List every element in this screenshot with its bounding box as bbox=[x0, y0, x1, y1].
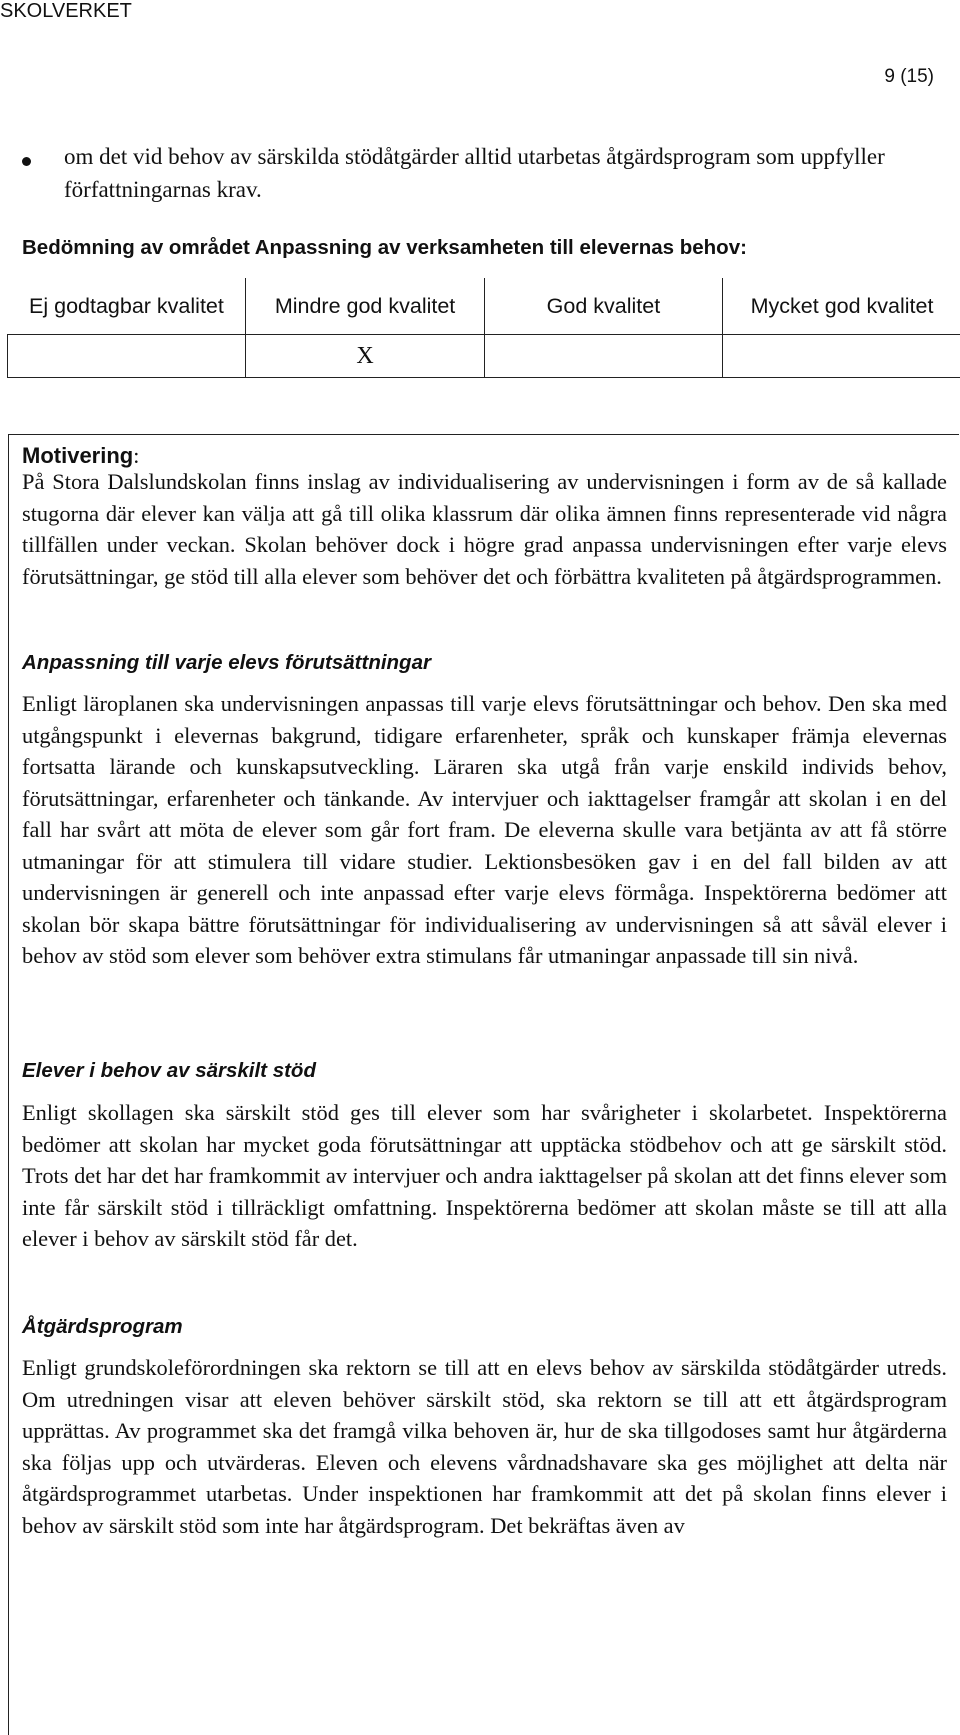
motivation-body bbox=[22, 466, 947, 592]
section-heading: Elever i behov av särskilt stöd bbox=[22, 1059, 316, 1082]
motivation-text: På Stora Dalslundskolan finns inslag av individualisering av undervisningen i form av de så kallade stugorna där elever kan välja att gå till olika klassrum där olika ämnen finns representerade vid några tillfällen under veckan. Skolan behöver dock i högre grad anpassa undervisningen efter varje elevs förutsättningar, ge stöd till alla elever som behöver det och förbättra kvaliteten på åtgärdsprogrammen. bbox=[22, 469, 947, 589]
section-body bbox=[22, 1352, 947, 1541]
document-header: SKOLVERKET bbox=[0, 0, 132, 22]
page-number: 9 (15) bbox=[884, 66, 934, 87]
bullet-text: om det vid behov av särskilda stödåtgärder alltid utarbetas åtgärdsprogram som uppfyller författningarnas krav. bbox=[64, 144, 885, 202]
grade-header-ej-godtagbar: Ej godtagbar kvalitet bbox=[8, 278, 246, 335]
section-text: Enligt grundskoleförordningen ska rektorn se till att en elevs behov av särskilda stödåtgärder utreds. Om utredningen visar att eleven behöver särskilt stöd, ska rektorn se till att ett åtgärdsprogram upprättas. Av programmet ska det framgå vilka behoven är, hur de ska tillgodoses samt hur åtgärderna ska följas upp och utvärderas. Eleven och elevens vårdnadshavare ska ges möjlighet att delta när åtgärdsprogrammet utarbetas. Under inspektionen har framkommit att det på skolan finns elever i behov av särskilt stöd som inte har åtgärdsprogram. Det bekräftas även av bbox=[22, 1355, 947, 1538]
section-text: Enligt skollagen ska särskilt stöd ges till elever som har svårigheter i skolarbetet. Inspektörerna bedömer att skolan har mycket goda förutsättningar att upptäcka stödbehov och att ge särskilt stöd. Trots det har det har framkommit av intervjuer och andra iakttagelser på skolan att det finns elever som inte får särskilt stöd i tillräckligt omfattning. Inspektörerna bedömer att skolan måste se till att alla elever i behov av särskilt stöd får det. bbox=[22, 1100, 947, 1251]
grade-mark-mycket-god bbox=[723, 335, 960, 378]
section-body bbox=[22, 1097, 947, 1255]
assessment-grade-table bbox=[7, 278, 960, 378]
grade-mark-mindre-god: X bbox=[246, 335, 484, 378]
assessment-title: Bedömning av området Anpassning av verksamheten till elevernas behov: bbox=[22, 236, 747, 259]
section-body bbox=[22, 688, 947, 972]
grade-header-mycket-god: Mycket god kvalitet bbox=[723, 278, 960, 335]
motivation-colon: : bbox=[133, 443, 140, 468]
section-heading: Åtgärdsprogram bbox=[22, 1315, 183, 1338]
motivation-label: Motivering bbox=[22, 443, 134, 468]
section-text: Enligt läroplanen ska undervisningen anpassas till varje elevs förutsättningar och behov. Den ska med utgångspunkt i elevernas bakgrund, tidigare erfarenheter, språk och kunskaper främja elevernas fortsatta lärande och kunskapsutveckling. Läraren ska utgå från varje enskild individs behov, förutsättningar, erfarenheter och tänkande. Av intervjuer och iakttagelser framgår att skolan i en del fall har svårt att möta de elever som går fort fram. De eleverna skulle vara betjänta av att få större utmaningar för att stimulera till vidare studier. Lektionsbesöken gav i en del fall bilden av att undervisningen är generell och inte anpassad efter varje elevs förmåga. Inspektörerna bedömer att skolan bör skapa bättre förutsättningar för individualisering av undervisningen så att såväl elever i behov av stöd som elever som behöver extra stimulans får utmaningar anpassade till sin nivå. bbox=[22, 691, 947, 968]
grade-header-god: God kvalitet bbox=[484, 278, 722, 335]
section-heading: Anpassning till varje elevs förutsättningar bbox=[22, 651, 431, 674]
grade-mark-ej-godtagbar bbox=[8, 335, 246, 378]
bullet-dot-icon bbox=[22, 157, 31, 166]
grade-mark-god bbox=[484, 335, 722, 378]
grade-header-mindre-god: Mindre god kvalitet bbox=[246, 278, 484, 335]
